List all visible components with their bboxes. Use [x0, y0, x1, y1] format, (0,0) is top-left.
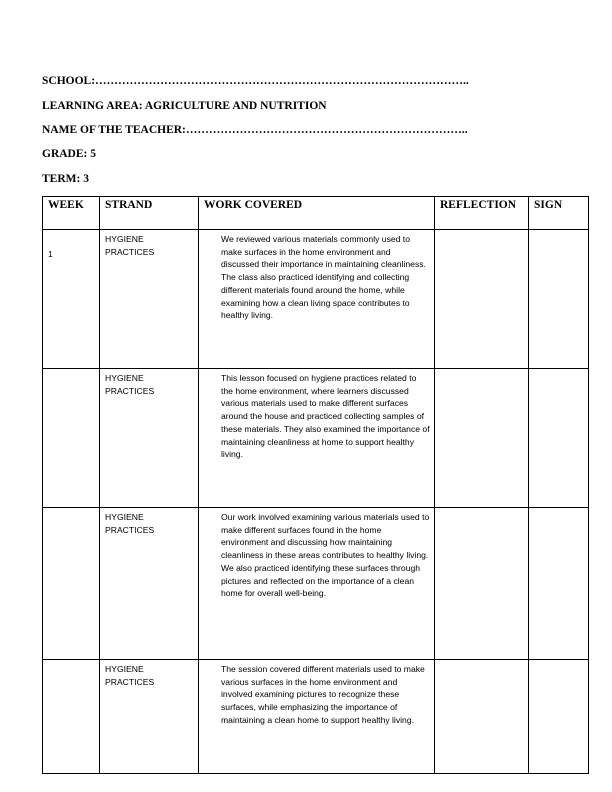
work-log-table: [42, 196, 589, 774]
grade-label: GRADE: 5: [42, 148, 96, 160]
table-row: [43, 660, 589, 774]
work-covered-cell: Our work involved examining various materials used to make different surfaces found in the home environment and discussing how maintaining cleanliness in these areas contributes to healthy living. We also practiced identifying these surfaces through pictures and reflected on the importance of a clean home for overall well-being.: [199, 508, 435, 660]
work-covered-cell: The session covered different materials used to make various surfaces in the home environment and involved examining pictures to recognize these surfaces, while emphasizing the importance of maintaining a clean home to support healthy living.: [199, 660, 435, 774]
table-row: [43, 369, 589, 508]
table-row: [43, 508, 589, 660]
reflection-cell: [435, 508, 529, 660]
week-cell: [43, 660, 100, 774]
school-field: SCHOOL:……………………………………………………………………………………..: [42, 75, 469, 87]
term-label: TERM: 3: [42, 173, 89, 185]
strand-cell: HYGIENE PRACTICES: [100, 660, 199, 774]
reflection-cell: [435, 369, 529, 508]
week-cell: [43, 508, 100, 660]
sign-cell: [529, 369, 589, 508]
strand-cell: HYGIENE PRACTICES: [100, 508, 199, 660]
reflection-cell: [435, 230, 529, 369]
table-header-row: [43, 197, 589, 230]
column-header-work-covered: WORK COVERED: [199, 197, 435, 230]
week-cell: 1: [43, 230, 100, 369]
strand-cell: HYGIENE PRACTICES: [100, 369, 199, 508]
column-header-week: WEEK: [43, 197, 100, 230]
sign-cell: [529, 660, 589, 774]
reflection-cell: [435, 660, 529, 774]
column-header-reflection: REFLECTION: [435, 197, 529, 230]
teacher-name-field: NAME OF THE TEACHER:………………………………………………………………..: [42, 124, 468, 136]
work-covered-cell: This lesson focused on hygiene practices related to the home environment, where learners discussed various materials used to make different surfaces around the house and practiced collecting samples of these materials. They also examined the importance of maintaining cleanliness at home to support healthy living.: [199, 369, 435, 508]
week-cell: [43, 369, 100, 508]
learning-area-label: LEARNING AREA: AGRICULTURE AND NUTRITION: [42, 100, 327, 112]
work-covered-cell: We reviewed various materials commonly used to make surfaces in the home environment and discussed their importance in maintaining cleanliness. The class also practiced identifying and collecting different materials found around the home, while examining how a clean living space contributes to healthy living.: [199, 230, 435, 369]
column-header-strand: STRAND: [100, 197, 199, 230]
table-row: [43, 230, 589, 369]
sign-cell: [529, 508, 589, 660]
strand-cell: HYGIENE PRACTICES: [100, 230, 199, 369]
sign-cell: [529, 230, 589, 369]
column-header-sign: SIGN: [529, 197, 589, 230]
